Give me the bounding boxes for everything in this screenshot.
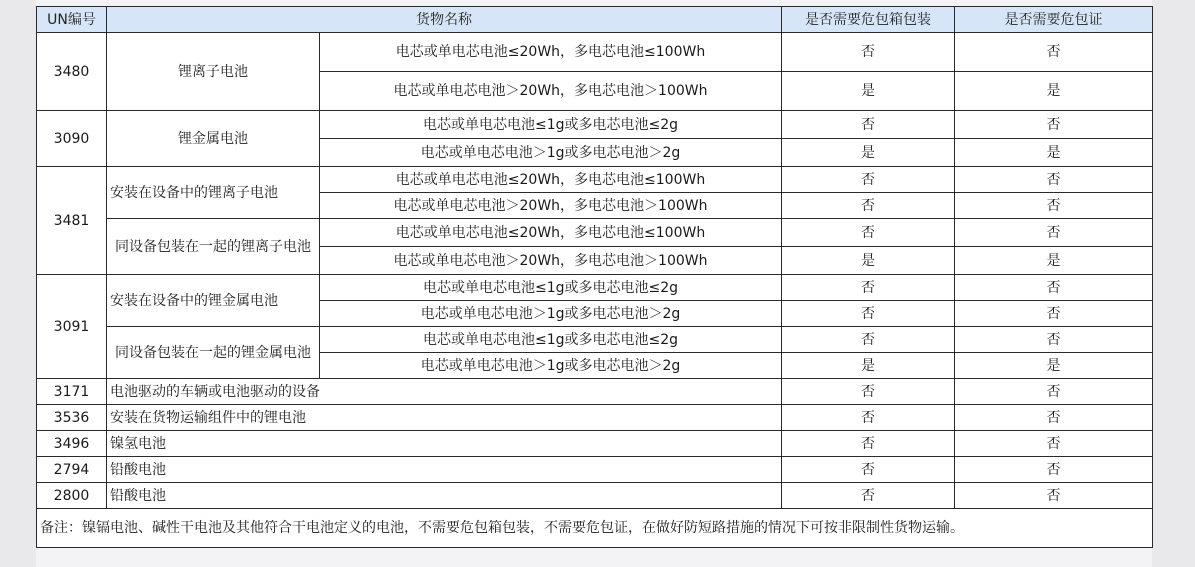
dg-packaging-value: 否 (782, 405, 955, 431)
dg-packaging-value: 是 (782, 247, 955, 275)
un-number: 3496 (37, 431, 107, 457)
battery-spec: 电芯或单电芯电池＞1g或多电芯电池＞2g (320, 353, 782, 379)
dg-certificate-value: 否 (955, 301, 1153, 327)
battery-type: 安装在货物运输组件中的锂电池 (107, 405, 782, 431)
battery-type: 镍氢电池 (107, 431, 782, 457)
table-row (37, 327, 1153, 353)
table-row (37, 33, 1153, 72)
dg-certificate-value: 否 (955, 219, 1153, 247)
battery-type: 锂金属电池 (107, 111, 320, 167)
dg-certificate-value: 是 (955, 247, 1153, 275)
dg-certificate-value: 否 (955, 167, 1153, 193)
battery-spec: 电芯或单电芯电池≤20Wh，多电芯电池≤100Wh (320, 219, 782, 247)
battery-spec: 电芯或单电芯电池≤20Wh，多电芯电池≤100Wh (320, 33, 782, 72)
dg-certificate-value: 否 (955, 193, 1153, 219)
un-number: 3480 (37, 33, 107, 111)
dg-certificate-value: 否 (955, 431, 1153, 457)
dg-certificate-value: 否 (955, 111, 1153, 139)
battery-spec: 电芯或单电芯电池≤1g或多电芯电池≤2g (320, 111, 782, 139)
dg-packaging-value: 否 (782, 193, 955, 219)
dg-certificate-value: 否 (955, 327, 1153, 353)
table-row (37, 431, 1153, 457)
table-row (37, 111, 1153, 139)
battery-type: 安装在设备中的锂离子电池 (107, 167, 320, 219)
table-row (37, 457, 1153, 483)
dg-packaging-value: 否 (782, 483, 955, 509)
table-row (37, 167, 1153, 193)
dg-packaging-value: 是 (782, 353, 955, 379)
battery-spec: 电芯或单电芯电池≤1g或多电芯电池≤2g (320, 275, 782, 301)
un-number: 3171 (37, 379, 107, 405)
dg-certificate-value: 否 (955, 379, 1153, 405)
table-row (37, 405, 1153, 431)
dg-certificate-value: 否 (955, 457, 1153, 483)
header-goods-name: 货物名称 (107, 7, 782, 33)
dg-packaging-value: 否 (782, 379, 955, 405)
background-shape (0, 0, 36, 567)
dg-packaging-value: 否 (782, 275, 955, 301)
battery-type: 同设备包装在一起的锂离子电池 (107, 219, 320, 275)
note-row (37, 509, 1153, 548)
background-shape (1152, 0, 1195, 567)
un-number: 3536 (37, 405, 107, 431)
dg-certificate-value: 否 (955, 483, 1153, 509)
dg-certificate-value: 是 (955, 353, 1153, 379)
table-row (37, 379, 1153, 405)
table-header-row (37, 7, 1153, 33)
table-row (37, 275, 1153, 301)
battery-spec: 电芯或单电芯电池≤20Wh，多电芯电池≤100Wh (320, 167, 782, 193)
dg-packaging-value: 否 (782, 457, 955, 483)
battery-spec: 电芯或单电芯电池＞20Wh，多电芯电池＞100Wh (320, 193, 782, 219)
header-dg-packaging: 是否需要危包箱包装 (782, 7, 955, 33)
dg-certificate-value: 是 (955, 72, 1153, 111)
dg-packaging-value: 否 (782, 301, 955, 327)
header-un-number: UN编号 (37, 7, 107, 33)
table-row (37, 219, 1153, 247)
battery-spec: 电芯或单电芯电池＞20Wh，多电芯电池＞100Wh (320, 247, 782, 275)
dg-packaging-value: 否 (782, 219, 955, 247)
battery-shipping-table (36, 6, 1153, 548)
battery-spec: 电芯或单电芯电池＞1g或多电芯电池＞2g (320, 139, 782, 167)
dg-certificate-value: 是 (955, 139, 1153, 167)
un-number: 3090 (37, 111, 107, 167)
battery-type: 安装在设备中的锂金属电池 (107, 275, 320, 327)
dg-certificate-value: 否 (955, 275, 1153, 301)
battery-type: 电池驱动的车辆或电池驱动的设备 (107, 379, 782, 405)
dg-certificate-value: 否 (955, 405, 1153, 431)
un-number: 3091 (37, 275, 107, 379)
table-row (37, 483, 1153, 509)
battery-type: 锂离子电池 (107, 33, 320, 111)
dg-packaging-value: 是 (782, 139, 955, 167)
battery-type: 铅酸电池 (107, 457, 782, 483)
battery-type: 同设备包装在一起的锂金属电池 (107, 327, 320, 379)
dg-packaging-value: 否 (782, 111, 955, 139)
dg-certificate-value: 否 (955, 33, 1153, 72)
un-number: 3481 (37, 167, 107, 275)
header-dg-certificate: 是否需要危包证 (955, 7, 1153, 33)
battery-spec: 电芯或单电芯电池≤1g或多电芯电池≤2g (320, 327, 782, 353)
table-note: 备注：镍镉电池、碱性干电池及其他符合干电池定义的电池，不需要危包箱包装，不需要危包证，在做好防短路措施的情况下可按非限制性货物运输。 (37, 509, 1153, 548)
battery-type: 铅酸电池 (107, 483, 782, 509)
battery-spec: 电芯或单电芯电池＞1g或多电芯电池＞2g (320, 301, 782, 327)
battery-spec: 电芯或单电芯电池＞20Wh，多电芯电池＞100Wh (320, 72, 782, 111)
dg-packaging-value: 否 (782, 167, 955, 193)
un-number: 2794 (37, 457, 107, 483)
dg-packaging-value: 否 (782, 327, 955, 353)
dg-packaging-value: 否 (782, 431, 955, 457)
dg-packaging-value: 否 (782, 33, 955, 72)
un-number: 2800 (37, 483, 107, 509)
dg-packaging-value: 是 (782, 72, 955, 111)
